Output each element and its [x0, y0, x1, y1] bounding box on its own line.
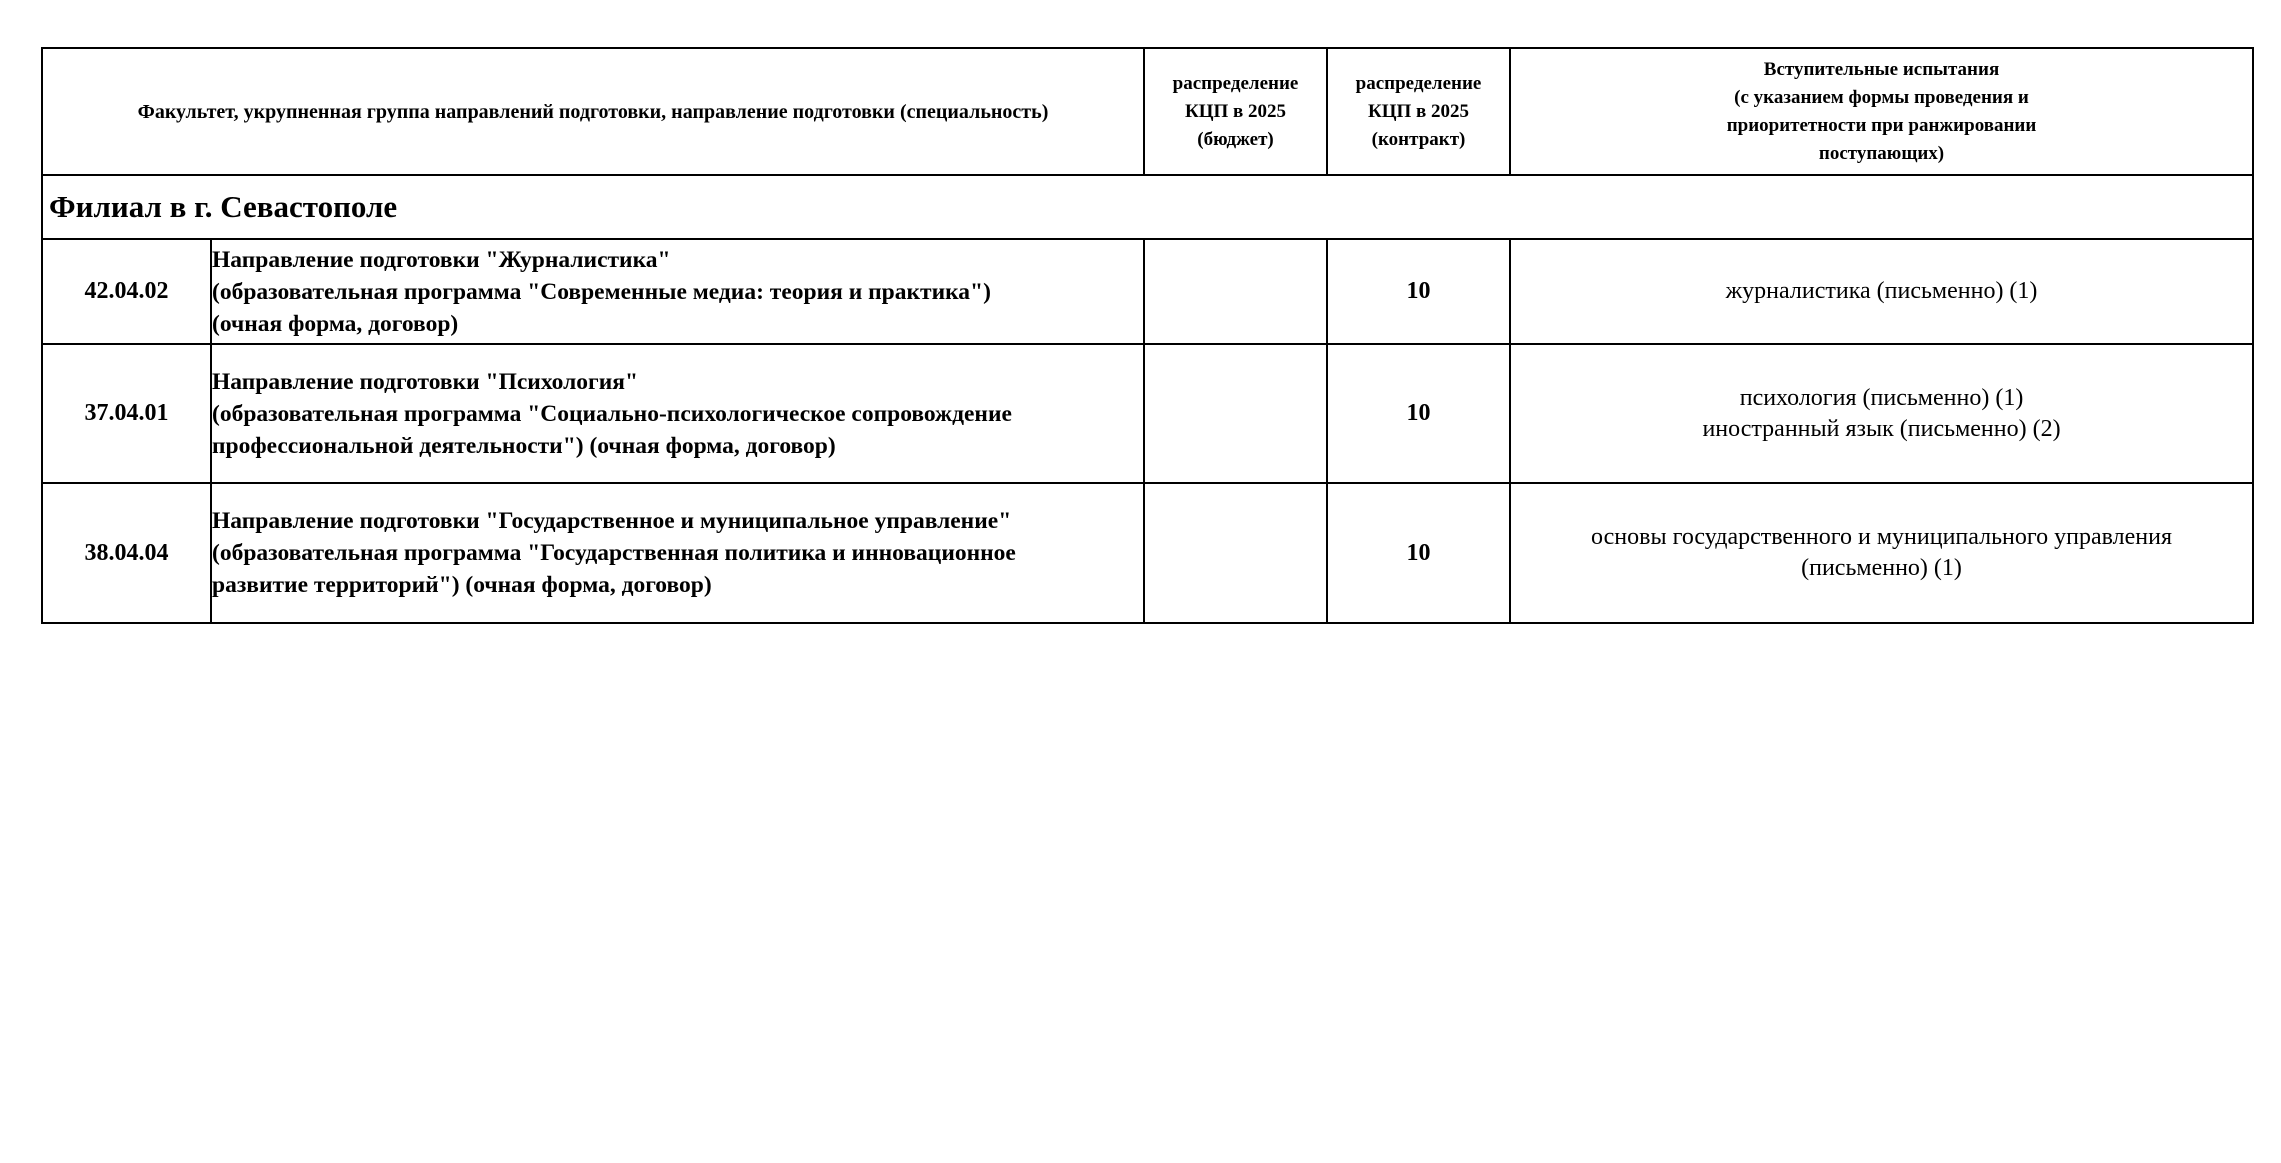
header-budget-line: КЦП в 2025: [1184, 100, 1287, 122]
program-line: развитие территорий") (очная форма, договор): [212, 572, 712, 598]
entrance-exams: [1510, 483, 2253, 623]
header-exams-line: поступающих): [1818, 142, 1945, 164]
entrance-exams: [1510, 344, 2253, 483]
program-description: [211, 483, 1144, 623]
header-exams-line: Вступительные испытания: [1763, 58, 2000, 80]
branch-title: Филиал в г. Севастополе: [42, 175, 2253, 239]
contract-quota: 10: [1327, 239, 1510, 344]
program-line: (очная форма, договор): [212, 310, 459, 337]
branch-row: [42, 175, 2253, 239]
program-code: 37.04.01: [42, 344, 211, 483]
entrance-exams: [1510, 239, 2253, 344]
table-row: [42, 344, 2253, 483]
admission-plan-table: [41, 47, 2254, 624]
budget-quota: [1144, 344, 1327, 483]
program-line: Направление подготовки "Журналистика": [212, 246, 671, 273]
program-line: (образовательная программа "Современные медиа: теория и практика"): [212, 278, 991, 305]
header-contract-line: КЦП в 2025: [1367, 100, 1470, 122]
header-exams-line: (с указанием формы проведения и: [1734, 86, 2029, 108]
header-budget-line: (бюджет): [1197, 128, 1274, 150]
exam-line: (письменно) (1): [1801, 555, 1962, 581]
header-faculty: Факультет, укрупненная группа направлений подготовки, направление подготовки (специальность): [42, 48, 1144, 175]
header-row: [42, 48, 2253, 175]
program-description: [211, 239, 1144, 344]
contract-quota: 10: [1327, 483, 1510, 623]
program-code: 42.04.02: [42, 239, 211, 344]
header-budget-line: распределение: [1172, 72, 1299, 94]
table-row: [42, 239, 2253, 344]
exam-line: иностранный язык (письменно) (2): [1702, 415, 2061, 442]
exam-line: психология (письменно) (1): [1739, 384, 2024, 411]
header-contract-line: распределение: [1355, 72, 1482, 94]
program-line: (образовательная программа "Государственная политика и инновационное: [212, 540, 1016, 566]
budget-quota: [1144, 483, 1327, 623]
program-description: [211, 344, 1144, 483]
program-line: (образовательная программа "Социально-психологическое сопровождение: [212, 400, 1012, 427]
header-budget: [1144, 48, 1327, 175]
header-exams: [1510, 48, 2253, 175]
header-exams-line: приоритетности при ранжировании: [1726, 114, 2037, 136]
exam-line: основы государственного и муниципального управления: [1591, 524, 2173, 550]
table-row: [42, 483, 2253, 623]
program-code: 38.04.04: [42, 483, 211, 623]
program-line: профессиональной деятельности") (очная форма, договор): [212, 432, 836, 459]
program-line: Направление подготовки "Психология": [212, 368, 639, 395]
exam-line: журналистика (письменно) (1): [1725, 278, 2038, 304]
header-contract-line: (контракт): [1371, 128, 1466, 150]
program-line: Направление подготовки "Государственное и муниципальное управление": [212, 508, 1012, 534]
contract-quota: 10: [1327, 344, 1510, 483]
budget-quota: [1144, 239, 1327, 344]
header-contract: [1327, 48, 1510, 175]
